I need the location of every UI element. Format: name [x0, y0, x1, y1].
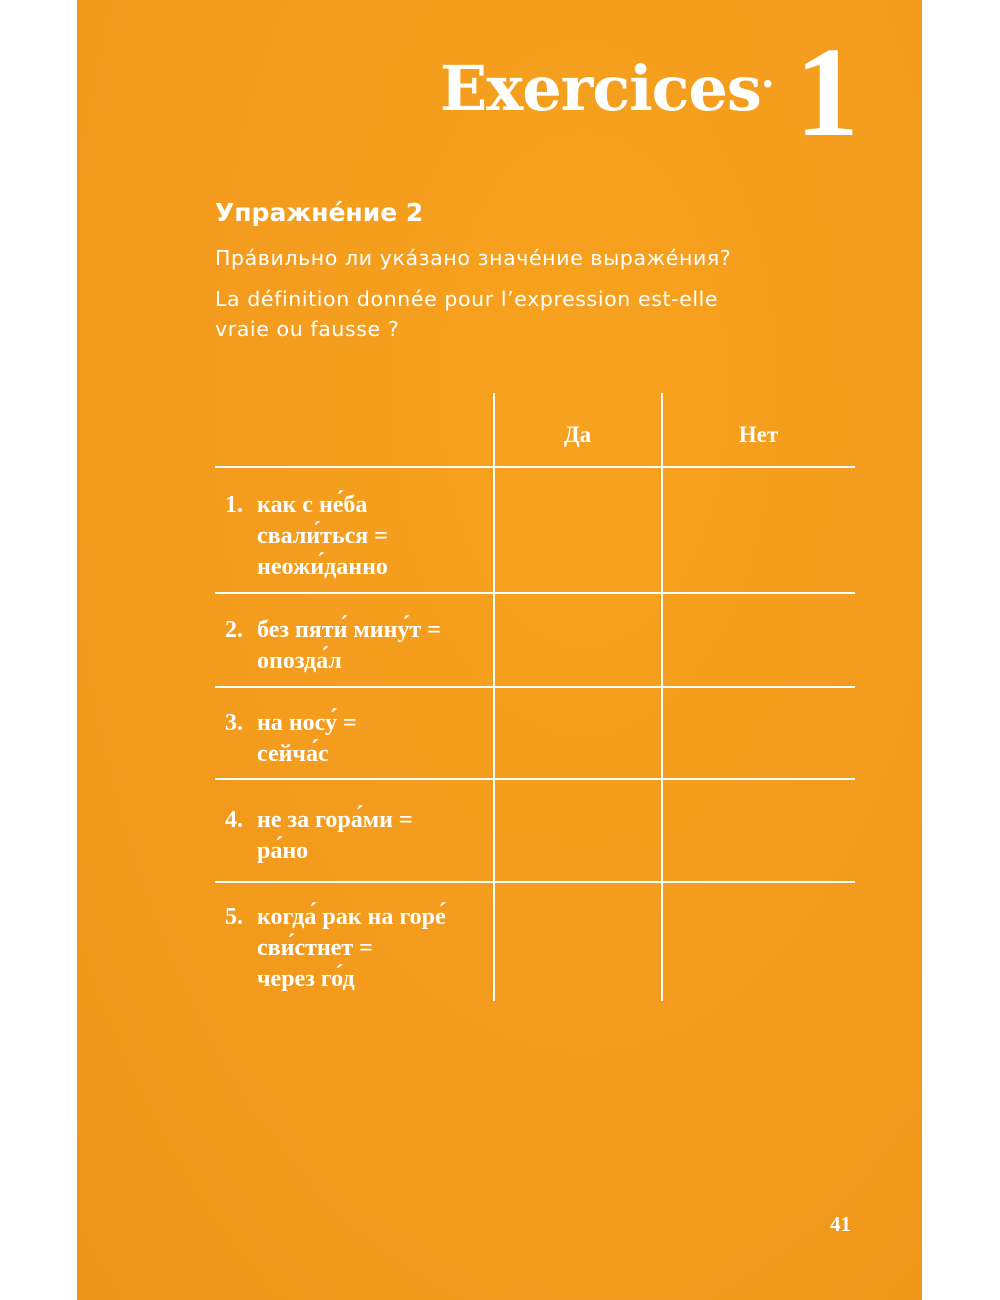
row-number: 5.: [225, 904, 243, 930]
column-header-no: Нет: [738, 422, 779, 447]
expression-line: не за гора́ми =: [257, 807, 413, 833]
exercise-heading: Упражне́ние 2: [215, 198, 424, 227]
column-divider: [493, 393, 495, 1001]
table-row: [225, 902, 446, 995]
expression-line: опозда́л: [257, 648, 342, 674]
row-divider: [215, 686, 855, 688]
row-divider: [215, 778, 855, 780]
expression-line: через го́д: [257, 966, 355, 992]
row-divider: [215, 592, 855, 594]
table-row: [225, 708, 357, 770]
instruction-ru: Пра́вильно ли ука́зано значе́ние выраже́ния?: [215, 246, 732, 270]
row-divider: [215, 466, 855, 468]
chapter-number: 1: [795, 21, 859, 163]
table-row: [225, 490, 388, 583]
expression-line: сейча́с: [257, 741, 329, 767]
row-divider: [215, 881, 855, 883]
page-title: [440, 52, 774, 125]
expression-line: неожи́данно: [257, 554, 388, 580]
table-row: [225, 805, 413, 867]
expression-line: без пяти́ мину́т =: [257, 617, 441, 643]
column-divider: [661, 393, 663, 1001]
instruction-fr-line2: vraie ou fausse ?: [215, 317, 400, 341]
row-number: 2.: [225, 617, 243, 643]
page: [77, 0, 922, 1300]
expression-line: когда́ рак на горе́: [257, 904, 446, 930]
row-number: 3.: [225, 710, 243, 736]
expression-line: на носу́ =: [257, 710, 357, 736]
row-number: 4.: [225, 807, 243, 833]
expression-line: как с не́ба: [257, 492, 368, 518]
title-text: Exercices: [440, 52, 761, 125]
instruction-fr-line1: La définition donnée pour l’expression est-elle: [215, 287, 719, 311]
title-dot: ·: [760, 61, 774, 108]
column-header-yes: Да: [563, 422, 592, 447]
page-number: 41: [830, 1212, 851, 1236]
expression-line: свали́ться =: [257, 523, 388, 549]
expression-line: ра́но: [257, 838, 309, 864]
table-row: [225, 615, 441, 677]
row-number: 1.: [225, 492, 243, 518]
expression-line: сви́стнет =: [257, 935, 373, 961]
